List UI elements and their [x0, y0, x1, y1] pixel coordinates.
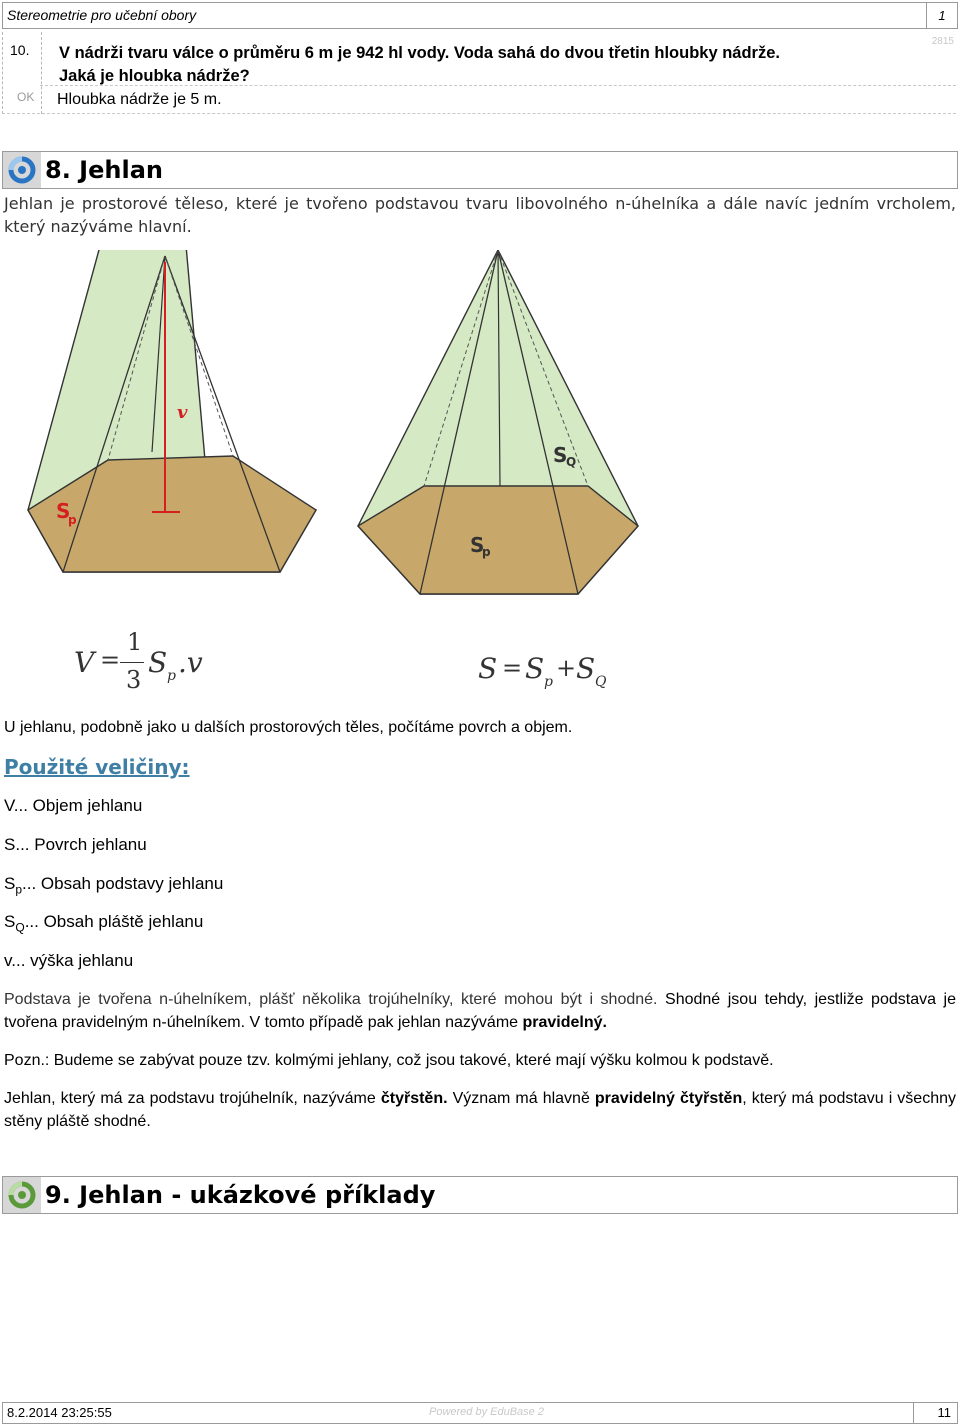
task-10	[2, 32, 956, 114]
section-title: 9. Jehlan - ukázkové příklady	[45, 1181, 436, 1209]
label-sp-right: S	[470, 533, 485, 557]
task-status: OK	[17, 90, 35, 104]
svg-text:p: p	[68, 513, 77, 527]
task-stamp: 2815	[931, 36, 954, 47]
paragraph-poznamka: Pozn.: Budeme se zabývat pouze tzv. kolmými jehlany, což jsou takové, které mají výšku kolmou k podstavě.	[4, 1052, 774, 1069]
quantity-item: V... Objem jehlanu	[4, 796, 143, 815]
quantity-item: $S_Q$... Obsah pláště jehlanu	[4, 912, 204, 935]
quantity-item: $S_p$... Obsah podstavy jehlanu	[4, 874, 224, 897]
quantity-item: v... výška jehlanu	[4, 951, 134, 970]
volume-formula: V = 1 3 S p .v	[74, 628, 203, 694]
section-title: 8. Jehlan	[45, 156, 163, 184]
svg-text:Q: Q	[566, 455, 577, 469]
task-question: V nádrži tvaru válce o průměru 6 m je 942 hl vody. Voda sahá do dvou třetin hloubky nádrže. Jaká je hloubka nádrže?	[59, 44, 780, 85]
paragraph-povrch: U jehlanu, podobně jako u dalších prostorových těles, počítáme povrch a objem.	[4, 719, 573, 736]
section-heading-9	[2, 1176, 958, 1214]
section-icon	[3, 152, 41, 188]
label-sp-left: S	[56, 499, 71, 523]
svg-text:p: p	[482, 545, 491, 559]
header-page-number: 1	[926, 3, 957, 28]
paragraph-ctyrsten: Jehlan, který má za podstavu trojúhelník, nazýváme čtyřstěn. Význam má hlavně pravidelný čtyřstěn, který má podstavu i všechny stěny pláště shodné.	[4, 1090, 956, 1130]
subheading-quantities: Použité veličiny:	[4, 755, 190, 779]
pyramid-right	[358, 250, 638, 594]
task-answer: Hloubka nádrže je 5 m.	[57, 91, 222, 108]
section-icon	[3, 1177, 41, 1213]
pyramid-illustration	[0, 250, 960, 610]
paragraph-podstava: Podstava je tvořena n-úhelníkem, plášť několika trojúhelníky, které mohou být i shodné. Shodné jsou tehdy, jestliže podstava je tvořena pravidelným n-úhelníkem. V tomto případě pak jehlan nazýváme pravidelný.	[4, 991, 956, 1031]
footer-datetime: 8.2.2014 23:25:55	[7, 1405, 112, 1420]
footer-powered: Powered by EduBase 2	[429, 1406, 544, 1418]
task-number: 10.	[10, 42, 30, 58]
quantity-item: S... Povrch jehlanu	[4, 835, 147, 854]
section-heading-8	[2, 151, 958, 189]
page-header	[2, 2, 958, 29]
intro-paragraph: Jehlan je prostorové těleso, které je tvořeno podstavou tvaru libovolného n-úhelníka a dále navíc jedním vrcholem, který nazýváme hlavní.	[4, 194, 956, 236]
label-v: v	[177, 402, 188, 423]
footer-page-number: 11	[913, 1403, 957, 1423]
document-title: Stereometrie pro učební obory	[7, 7, 197, 23]
page-footer	[2, 1402, 958, 1424]
pyramid-left	[28, 250, 316, 572]
label-sq: S	[553, 443, 568, 467]
surface-formula: S = S p + S Q	[478, 652, 607, 690]
